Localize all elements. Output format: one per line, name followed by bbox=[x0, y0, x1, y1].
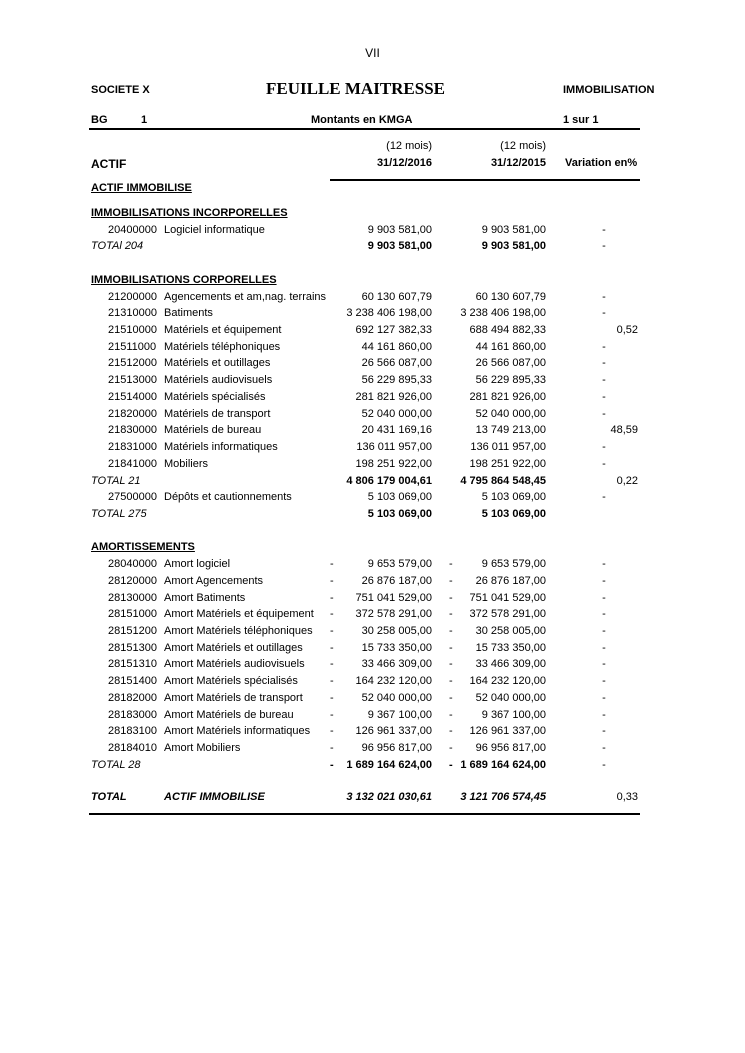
variation-value: - bbox=[602, 608, 606, 621]
amount-2015: 26 566 087,00 bbox=[475, 357, 546, 370]
group-label: AMORTISSEMENTS bbox=[91, 541, 195, 554]
amount-2016: 126 961 337,00 bbox=[355, 725, 432, 738]
account-code: 20400000 bbox=[108, 223, 157, 236]
variation-value: - bbox=[602, 742, 606, 755]
actif-header: ACTIF bbox=[91, 157, 127, 171]
amount-2015: 3 238 406 198,00 bbox=[460, 307, 546, 320]
footer-divider bbox=[89, 813, 640, 815]
amount-2016: 136 011 957,00 bbox=[356, 441, 432, 454]
variation-value: - bbox=[602, 240, 606, 253]
amount-2015: 126 961 337,00 bbox=[469, 725, 546, 738]
variation-value: - bbox=[602, 307, 606, 320]
variation-value: - bbox=[602, 491, 606, 504]
amount-2016: 164 232 120,00 bbox=[355, 675, 432, 688]
table-row bbox=[0, 556, 745, 572]
variation-value: - bbox=[602, 407, 606, 420]
total-label: TOTAL 21 bbox=[91, 474, 141, 487]
minus-sign-2016: - bbox=[330, 708, 334, 721]
table-row bbox=[0, 723, 745, 739]
header-divider bbox=[89, 128, 640, 130]
page-of: 1 sur 1 bbox=[563, 114, 599, 126]
minus-sign-2015: - bbox=[449, 758, 453, 771]
account-code: 28151400 bbox=[108, 675, 157, 688]
amount-2015: 15 733 350,00 bbox=[475, 641, 546, 654]
minus-sign-2016: - bbox=[330, 641, 334, 654]
group-label: IMMOBILISATIONS INCORPORELLES bbox=[91, 207, 288, 219]
amount-2016: 9 903 581,00 bbox=[367, 223, 432, 236]
amount-2016: 3 238 406 198,00 bbox=[346, 307, 432, 320]
amount-2015: 44 161 860,00 bbox=[475, 340, 546, 353]
total-label: TOTAL 275 bbox=[91, 507, 147, 520]
account-label: Amort Matériels et outillages bbox=[164, 641, 303, 654]
total-2016: 9 903 581,00 bbox=[367, 240, 432, 253]
amount-2016: 15 733 350,00 bbox=[361, 641, 432, 654]
variation-value: 48,59 bbox=[610, 424, 638, 437]
amount-2015: 60 130 607,79 bbox=[475, 290, 546, 303]
account-code: 28184010 bbox=[108, 742, 157, 755]
account-code: 28182000 bbox=[108, 691, 157, 704]
variation-value: - bbox=[602, 758, 606, 771]
table-row bbox=[0, 289, 745, 305]
account-label: Amort Matériels spécialisés bbox=[164, 675, 298, 688]
account-code: 28151200 bbox=[108, 625, 157, 637]
grand-total-2016: 3 132 021 030,61 bbox=[346, 791, 432, 803]
amount-2016: 26 566 087,00 bbox=[361, 357, 432, 370]
amount-2015: 52 040 000,00 bbox=[475, 691, 546, 704]
minus-sign-2016: - bbox=[330, 725, 334, 738]
account-label: Matériels informatiques bbox=[164, 441, 278, 454]
table-row bbox=[0, 640, 745, 656]
account-label: Amort Matériels de transport bbox=[164, 691, 303, 704]
minus-sign-2015: - bbox=[449, 658, 453, 671]
account-label: Amort Mobiliers bbox=[164, 742, 241, 755]
amount-2015: 52 040 000,00 bbox=[475, 407, 546, 420]
grand-total-label: TOTAL bbox=[91, 791, 127, 803]
amount-2015: 688 494 882,33 bbox=[469, 324, 546, 337]
table-row bbox=[0, 707, 745, 723]
variation-value: - bbox=[602, 675, 606, 688]
account-label: Amort Matériels informatiques bbox=[164, 725, 311, 738]
account-label: Amort Batiments bbox=[164, 591, 246, 604]
variation-value: - bbox=[602, 340, 606, 353]
account-label: Batiments bbox=[164, 307, 213, 320]
grand-total-sublabel: ACTIF IMMOBILISE bbox=[164, 791, 265, 803]
amount-2015: 9 903 581,00 bbox=[481, 223, 546, 236]
variation-value: - bbox=[602, 357, 606, 370]
period2-months: (12 mois) bbox=[500, 140, 546, 152]
variation-value: - bbox=[602, 558, 606, 571]
minus-sign-2015: - bbox=[449, 574, 453, 587]
total-2016: 4 806 179 004,61 bbox=[346, 474, 432, 487]
table-row bbox=[0, 456, 745, 472]
account-label: Matériels spécialisés bbox=[164, 390, 266, 403]
variation-value: - bbox=[602, 457, 606, 470]
table-row bbox=[0, 740, 745, 756]
total-label: TOTAL 28 bbox=[91, 758, 141, 771]
variation-header: Variation en% bbox=[565, 157, 638, 169]
variation-value: - bbox=[602, 725, 606, 738]
minus-sign-2015: - bbox=[449, 725, 453, 738]
amount-2016: 9 653 579,00 bbox=[367, 558, 432, 571]
account-code: 28120000 bbox=[108, 574, 157, 587]
table-row bbox=[0, 489, 745, 505]
account-code: 28151310 bbox=[108, 658, 157, 671]
minus-sign-2016: - bbox=[330, 675, 334, 688]
amount-2016: 751 041 529,00 bbox=[355, 591, 432, 604]
account-label: Matériels téléphoniques bbox=[164, 340, 281, 353]
account-code: 28040000 bbox=[108, 558, 157, 571]
amount-2016: 9 367 100,00 bbox=[367, 708, 432, 721]
grand-total-2015: 3 121 706 574,45 bbox=[460, 791, 546, 803]
table-row bbox=[0, 322, 745, 338]
table-row bbox=[0, 439, 745, 455]
amount-2015: 26 876 187,00 bbox=[475, 574, 546, 587]
amount-2016: 372 578 291,00 bbox=[355, 608, 432, 621]
account-code: 21841000 bbox=[108, 457, 157, 470]
account-code: 21820000 bbox=[108, 407, 157, 420]
minus-sign-2016: - bbox=[330, 758, 334, 771]
total-row bbox=[0, 757, 745, 773]
total-row bbox=[0, 506, 745, 522]
minus-sign-2015: - bbox=[449, 608, 453, 621]
period1-date: 31/12/2016 bbox=[376, 157, 432, 169]
account-code: 21200000 bbox=[108, 290, 157, 303]
page-title: FEUILLE MAITRESSE bbox=[266, 79, 446, 98]
amount-2016: 5 103 069,00 bbox=[367, 491, 432, 504]
account-code: 21512000 bbox=[108, 357, 157, 370]
amount-2015: 30 258 005,00 bbox=[475, 625, 546, 637]
account-code: 21513000 bbox=[108, 374, 157, 387]
account-label: Matériels de transport bbox=[164, 407, 271, 420]
total-2015: 9 903 581,00 bbox=[481, 240, 546, 253]
amount-2015: 96 956 817,00 bbox=[475, 742, 546, 755]
variation-value: - bbox=[602, 441, 606, 454]
variation-value: - bbox=[602, 658, 606, 671]
minus-sign-2016: - bbox=[330, 574, 334, 587]
amount-2016: 692 127 382,33 bbox=[355, 324, 432, 337]
variation-value: - bbox=[602, 641, 606, 654]
account-label: Agencements et am,nag. terrains bbox=[164, 290, 327, 303]
table-row bbox=[0, 623, 745, 639]
group-heading bbox=[0, 205, 745, 221]
amount-2016: 281 821 926,00 bbox=[355, 390, 432, 403]
account-code: 21511000 bbox=[108, 340, 157, 353]
columns-divider bbox=[330, 179, 640, 181]
variation-value: 0,22 bbox=[616, 474, 638, 487]
minus-sign-2015: - bbox=[449, 641, 453, 654]
amount-2016: 60 130 607,79 bbox=[361, 290, 432, 303]
minus-sign-2016: - bbox=[330, 591, 334, 604]
account-label: Amort Matériels et équipement bbox=[164, 608, 314, 621]
account-label: Logiciel informatique bbox=[164, 223, 265, 236]
variation-value: - bbox=[602, 691, 606, 704]
account-code: 28130000 bbox=[108, 591, 157, 604]
minus-sign-2016: - bbox=[330, 625, 334, 637]
amount-2016: 20 431 169,16 bbox=[361, 424, 432, 437]
group-label: IMMOBILISATIONS CORPORELLES bbox=[91, 273, 277, 286]
account-code: 27500000 bbox=[108, 491, 157, 504]
account-code: 28151000 bbox=[108, 608, 157, 621]
minus-sign-2016: - bbox=[330, 691, 334, 704]
account-label: Matériels et équipement bbox=[164, 324, 282, 337]
amount-2015: 56 229 895,33 bbox=[475, 374, 546, 387]
total-2015: 4 795 864 548,45 bbox=[460, 474, 546, 487]
variation-value: - bbox=[602, 591, 606, 604]
bg-label: BG bbox=[91, 114, 108, 126]
variation-value: - bbox=[602, 390, 606, 403]
account-code: 21510000 bbox=[108, 324, 157, 337]
total-label: TOTAl 204 bbox=[91, 240, 144, 253]
group-heading bbox=[0, 539, 745, 555]
variation-value: - bbox=[602, 374, 606, 387]
minus-sign-2015: - bbox=[449, 675, 453, 688]
amounts-unit: Montants en KMGA bbox=[311, 114, 413, 126]
company-name: SOCIETE X bbox=[91, 84, 150, 96]
variation-value: - bbox=[602, 223, 606, 236]
account-label: Matériels de bureau bbox=[164, 424, 262, 437]
account-label: Amort Matériels de bureau bbox=[164, 708, 294, 721]
amount-2015: 198 251 922,00 bbox=[469, 457, 546, 470]
minus-sign-2015: - bbox=[449, 691, 453, 704]
account-code: 28183100 bbox=[108, 725, 157, 738]
account-label: Amort Agencements bbox=[164, 574, 264, 587]
variation-value: - bbox=[602, 708, 606, 721]
account-label: Matériels audiovisuels bbox=[164, 374, 273, 387]
table-row bbox=[0, 355, 745, 371]
amount-2015: 13 749 213,00 bbox=[475, 424, 546, 437]
page-number: VII bbox=[365, 46, 380, 60]
total-2015: 5 103 069,00 bbox=[481, 507, 546, 520]
amount-2015: 751 041 529,00 bbox=[469, 591, 546, 604]
account-code: 21514000 bbox=[108, 390, 157, 403]
minus-sign-2015: - bbox=[449, 558, 453, 571]
amount-2016: 26 876 187,00 bbox=[361, 574, 432, 587]
bg-value: 1 bbox=[141, 114, 148, 126]
total-row bbox=[0, 473, 745, 489]
total-row bbox=[0, 238, 745, 254]
account-code: 21310000 bbox=[108, 307, 157, 320]
table-row bbox=[0, 673, 745, 689]
period1-months: (12 mois) bbox=[386, 140, 432, 152]
account-label: Amort logiciel bbox=[164, 558, 231, 571]
minus-sign-2015: - bbox=[449, 742, 453, 755]
account-label: Matériels et outillages bbox=[164, 357, 271, 370]
amount-2015: 33 466 309,00 bbox=[475, 658, 546, 671]
amount-2015: 5 103 069,00 bbox=[481, 491, 546, 504]
account-code: 21831000 bbox=[108, 441, 157, 454]
minus-sign-2016: - bbox=[330, 608, 334, 621]
amount-2016: 96 956 817,00 bbox=[361, 742, 432, 755]
account-label: Amort Matériels téléphoniques bbox=[164, 625, 313, 637]
amount-2016: 56 229 895,33 bbox=[361, 374, 432, 387]
total-2016: 5 103 069,00 bbox=[367, 507, 432, 520]
grand-total-variation: 0,33 bbox=[616, 791, 638, 803]
amount-2015: 164 232 120,00 bbox=[469, 675, 546, 688]
period2-date: 31/12/2015 bbox=[490, 157, 546, 169]
table-row bbox=[0, 389, 745, 405]
account-label: Dépôts et cautionnements bbox=[164, 491, 292, 504]
spacer-row bbox=[0, 523, 745, 539]
variation-value: - bbox=[602, 625, 606, 637]
account-code: 28183000 bbox=[108, 708, 157, 721]
account-label: Mobiliers bbox=[164, 457, 209, 470]
account-code: 28151300 bbox=[108, 641, 157, 654]
table-row bbox=[0, 606, 745, 622]
minus-sign-2015: - bbox=[449, 591, 453, 604]
section-title: ACTIF IMMOBILISE bbox=[91, 182, 192, 194]
table-row bbox=[0, 590, 745, 606]
amount-2016: 44 161 860,00 bbox=[361, 340, 432, 353]
minus-sign-2015: - bbox=[449, 708, 453, 721]
table-row bbox=[0, 573, 745, 589]
amount-2016: 52 040 000,00 bbox=[361, 407, 432, 420]
group-heading bbox=[0, 272, 745, 288]
table-row bbox=[0, 339, 745, 355]
amount-2015: 9 367 100,00 bbox=[481, 708, 546, 721]
minus-sign-2016: - bbox=[330, 742, 334, 755]
amount-2015: 136 011 957,00 bbox=[470, 441, 546, 454]
table-row bbox=[0, 422, 745, 438]
variation-value: - bbox=[602, 290, 606, 303]
spacer-row bbox=[0, 255, 745, 271]
amount-2015: 372 578 291,00 bbox=[469, 608, 546, 621]
amount-2015: 9 653 579,00 bbox=[481, 558, 546, 571]
table-row bbox=[0, 690, 745, 706]
minus-sign-2016: - bbox=[330, 558, 334, 571]
table-row bbox=[0, 305, 745, 321]
minus-sign-2016: - bbox=[330, 658, 334, 671]
table-row bbox=[0, 656, 745, 672]
amount-2016: 52 040 000,00 bbox=[361, 691, 432, 704]
amount-2016: 198 251 922,00 bbox=[355, 457, 432, 470]
table-row bbox=[0, 406, 745, 422]
variation-value: 0,52 bbox=[616, 324, 638, 337]
table-row bbox=[0, 372, 745, 388]
amount-2016: 30 258 005,00 bbox=[361, 625, 432, 637]
amount-2015: 281 821 926,00 bbox=[469, 390, 546, 403]
table-row bbox=[0, 222, 745, 238]
account-code: 21830000 bbox=[108, 424, 157, 437]
total-2016: 1 689 164 624,00 bbox=[346, 758, 432, 771]
amount-2016: 33 466 309,00 bbox=[361, 658, 432, 671]
section-name: IMMOBILISATION bbox=[563, 84, 655, 96]
total-2015: 1 689 164 624,00 bbox=[460, 758, 546, 771]
variation-value: - bbox=[602, 574, 606, 587]
minus-sign-2015: - bbox=[449, 625, 453, 637]
account-label: Amort Matériels audiovisuels bbox=[164, 658, 305, 671]
